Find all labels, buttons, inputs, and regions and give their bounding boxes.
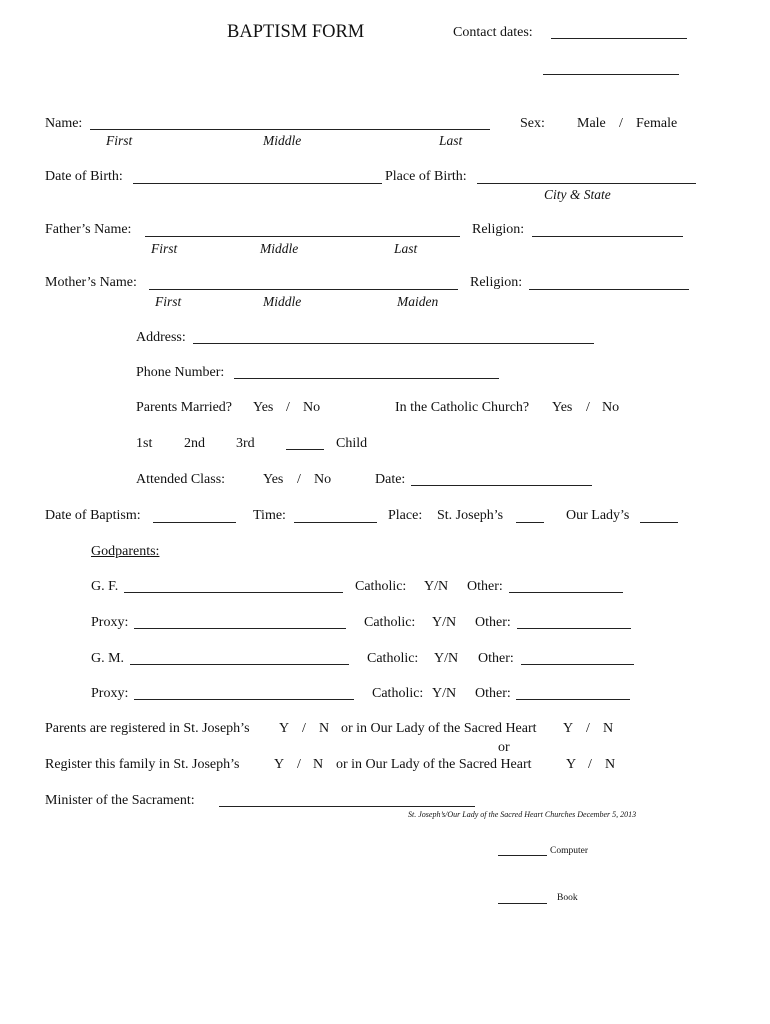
name-first-caption: First — [106, 133, 133, 148]
registered-st-joseph-y[interactable]: Y — [279, 721, 290, 736]
register-sacred-heart-text: or in Our Lady of the Sacred Heart — [336, 757, 532, 772]
parents-married-separator: / — [286, 400, 290, 415]
parents-registered-text: Parents are registered in St. Joseph’s — [45, 721, 250, 736]
register-sacred-heart-y[interactable]: Y — [566, 757, 577, 772]
catholic-church-separator: / — [586, 400, 590, 415]
attended-class-separator: / — [297, 472, 301, 487]
godfather-proxy-other-field-line[interactable] — [517, 628, 631, 629]
footer-note: St. Joseph’s/Our Lady of the Sacred Heart Churches December 5, 2013 — [408, 810, 637, 819]
godfather-proxy-catholic-yn[interactable]: Y/N — [432, 615, 457, 630]
godmother-other-field-line[interactable] — [521, 664, 634, 665]
registered-sacred-heart-text: or in Our Lady of the Sacred Heart — [341, 721, 537, 736]
sex-option-female[interactable]: Female — [636, 116, 678, 131]
minister-field-line[interactable] — [219, 806, 475, 807]
father-name-label: Father’s Name: — [45, 222, 132, 237]
place-our-lady-field-line[interactable] — [640, 522, 678, 523]
mother-maiden-caption: Maiden — [397, 294, 439, 309]
father-last-caption: Last — [394, 241, 418, 256]
catholic-church-label: In the Catholic Church? — [395, 400, 530, 415]
godfather-other-label: Other: — [467, 579, 503, 594]
contact-dates-label: Contact dates: — [453, 25, 533, 40]
catholic-church-yes[interactable]: Yes — [552, 400, 573, 415]
parents-married-label: Parents Married? — [136, 400, 233, 415]
register-sacred-heart-separator: / — [588, 757, 592, 772]
father-name-field-line[interactable] — [145, 236, 460, 237]
godmother-proxy-other-label: Other: — [475, 686, 511, 701]
book-check-line[interactable] — [498, 903, 547, 904]
computer-check-line[interactable] — [498, 855, 547, 856]
child-order-2nd[interactable]: 2nd — [184, 436, 205, 451]
godmother-other-label: Other: — [478, 651, 514, 666]
mother-middle-caption: Middle — [263, 294, 302, 309]
dob-label: Date of Birth: — [45, 169, 123, 184]
registered-sacred-heart-y[interactable]: Y — [563, 721, 574, 736]
godmother-catholic-label: Catholic: — [367, 651, 419, 666]
city-state-caption: City & State — [544, 187, 611, 202]
parents-married-no[interactable]: No — [303, 400, 321, 415]
godfather-label: G. F. — [91, 579, 119, 594]
place-st-joseph-label: St. Joseph’s — [437, 508, 504, 523]
godmother-proxy-label: Proxy: — [91, 686, 129, 701]
godmother-label: G. M. — [91, 651, 125, 666]
mother-religion-field-line[interactable] — [529, 289, 689, 290]
class-date-field-line[interactable] — [411, 485, 592, 486]
register-st-joseph-separator: / — [297, 757, 301, 772]
godmother-proxy-catholic-yn[interactable]: Y/N — [432, 686, 457, 701]
baptism-date-field-line[interactable] — [153, 522, 236, 523]
registered-st-joseph-n[interactable]: N — [319, 721, 330, 736]
register-family-text: Register this family in St. Joseph’s — [45, 757, 240, 772]
dob-field-line[interactable] — [133, 183, 382, 184]
father-religion-label: Religion: — [472, 222, 525, 237]
godmother-field-line[interactable] — [130, 664, 349, 665]
contact-date-line-1[interactable] — [551, 38, 687, 39]
place-our-lady-label: Our Lady’s — [566, 508, 630, 523]
computer-label: Computer — [550, 846, 588, 856]
sex-label: Sex: — [520, 116, 545, 131]
register-sacred-heart-n[interactable]: N — [605, 757, 616, 772]
register-st-joseph-y[interactable]: Y — [274, 757, 285, 772]
godfather-proxy-other-label: Other: — [475, 615, 511, 630]
father-first-caption: First — [151, 241, 178, 256]
godmother-proxy-catholic-label: Catholic: — [372, 686, 424, 701]
phone-field-line[interactable] — [234, 378, 499, 379]
baptism-time-label: Time: — [253, 508, 286, 523]
sex-separator: / — [619, 116, 623, 131]
phone-label: Phone Number: — [136, 365, 225, 380]
register-st-joseph-n[interactable]: N — [313, 757, 324, 772]
godmother-proxy-field-line[interactable] — [134, 699, 354, 700]
godfather-catholic-label: Catholic: — [355, 579, 407, 594]
godfather-field-line[interactable] — [124, 592, 343, 593]
attended-class-no[interactable]: No — [314, 472, 332, 487]
catholic-church-no[interactable]: No — [602, 400, 620, 415]
class-date-label: Date: — [375, 472, 406, 487]
godfather-catholic-yn[interactable]: Y/N — [424, 579, 449, 594]
godfather-proxy-label: Proxy: — [91, 615, 129, 630]
name-label: Name: — [45, 116, 83, 131]
godfather-proxy-catholic-label: Catholic: — [364, 615, 416, 630]
mother-first-caption: First — [155, 294, 182, 309]
registered-sacred-heart-separator: / — [586, 721, 590, 736]
form-title: BAPTISM FORM — [227, 22, 365, 42]
godparents-heading: Godparents: — [91, 544, 160, 559]
pob-label: Place of Birth: — [385, 169, 467, 184]
father-middle-caption: Middle — [260, 241, 299, 256]
pob-field-line[interactable] — [477, 183, 696, 184]
address-label: Address: — [136, 330, 186, 345]
mother-name-label: Mother’s Name: — [45, 275, 137, 290]
registered-sacred-heart-n[interactable]: N — [603, 721, 614, 736]
address-field-line[interactable] — [193, 343, 594, 344]
attended-class-yes[interactable]: Yes — [263, 472, 284, 487]
godfather-proxy-field-line[interactable] — [134, 628, 346, 629]
godmother-catholic-yn[interactable]: Y/N — [434, 651, 459, 666]
book-label: Book — [557, 893, 578, 903]
baptism-time-field-line[interactable] — [294, 522, 377, 523]
minister-label: Minister of the Sacrament: — [45, 793, 195, 808]
place-st-joseph-field-line[interactable] — [516, 522, 544, 523]
name-field-line[interactable] — [90, 129, 490, 130]
godmother-proxy-other-field-line[interactable] — [516, 699, 630, 700]
father-religion-field-line[interactable] — [532, 236, 683, 237]
child-order-3rd[interactable]: 3rd — [236, 436, 255, 451]
mother-religion-label: Religion: — [470, 275, 523, 290]
child-order-field-line[interactable] — [286, 449, 324, 450]
registered-st-joseph-separator: / — [302, 721, 306, 736]
name-middle-caption: Middle — [263, 133, 302, 148]
name-last-caption: Last — [439, 133, 463, 148]
parents-married-yes[interactable]: Yes — [253, 400, 274, 415]
or-divider: or — [498, 740, 510, 755]
contact-date-line-2[interactable] — [543, 74, 679, 75]
baptism-date-label: Date of Baptism: — [45, 508, 141, 523]
attended-class-label: Attended Class: — [136, 472, 226, 487]
mother-name-field-line[interactable] — [149, 289, 458, 290]
child-label: Child — [336, 436, 368, 451]
baptism-place-label: Place: — [388, 508, 423, 523]
child-order-1st[interactable]: 1st — [136, 436, 153, 451]
godfather-other-field-line[interactable] — [509, 592, 623, 593]
sex-option-male[interactable]: Male — [577, 116, 606, 131]
